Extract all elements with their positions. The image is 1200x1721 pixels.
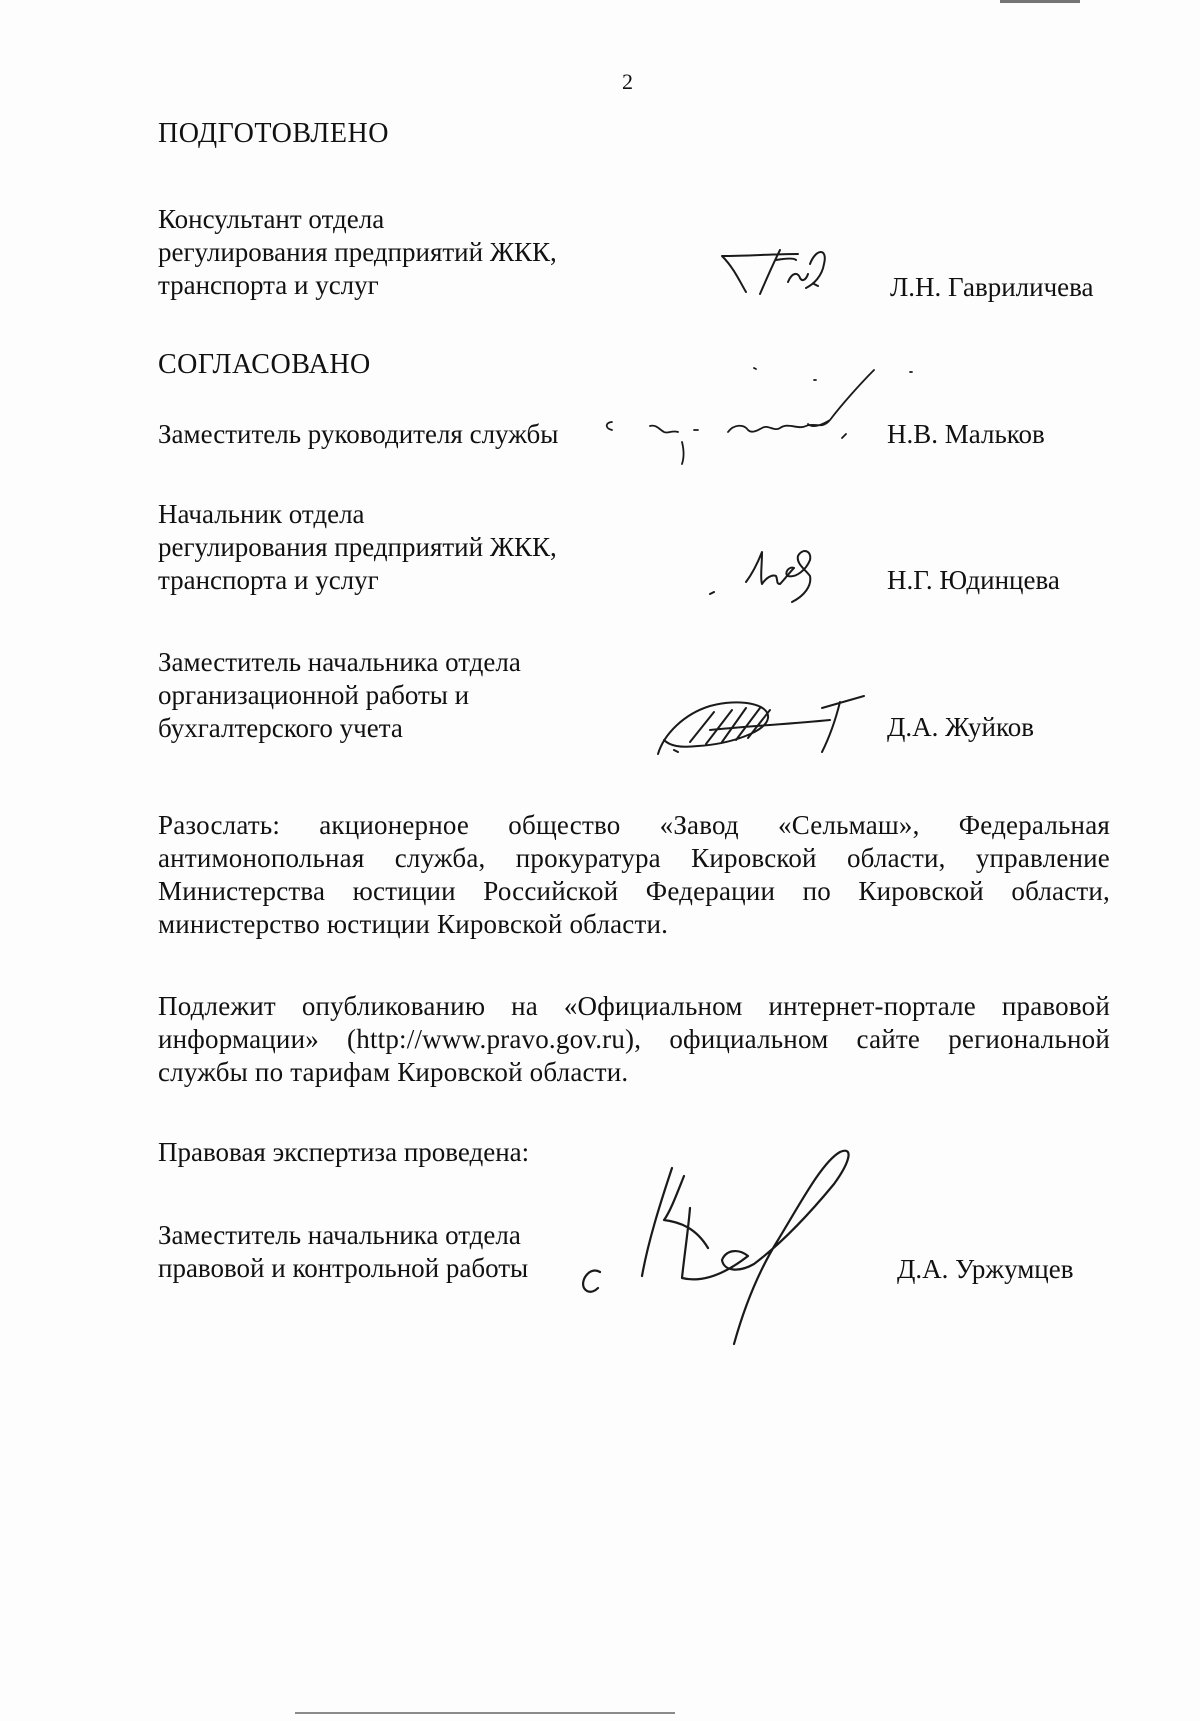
agreed-signer-2-position-line: транспорта и услуг: [158, 565, 379, 595]
prepared-position-line: транспорта и услуг: [158, 270, 379, 300]
agreed-signer-3-position: [158, 646, 521, 745]
signature-yudintseva: [706, 540, 826, 610]
agreed-signer-2-position-line: регулирования предприятий ЖКК,: [158, 532, 557, 562]
agreed-signer-2-position-line: Начальник отдела: [158, 499, 365, 529]
agreed-signer-1-position: Заместитель руководителя службы: [158, 419, 559, 449]
prepared-position: [158, 203, 557, 302]
legal-review-position-line: правовой и контрольной работы: [158, 1253, 529, 1283]
agreed-heading: СОГЛАСОВАНО: [158, 349, 371, 380]
agreed-signer-2-position: [158, 498, 557, 597]
agreed-signer-3-position-line: организационной работы и: [158, 680, 470, 710]
agreed-signer-3-position-line: бухгалтерского учета: [158, 713, 403, 743]
agreed-signer-3-position-line: Заместитель начальника отдела: [158, 647, 521, 677]
legal-review-position-line: Заместитель начальника отдела: [158, 1220, 521, 1250]
scan-mark-bottom: [295, 1712, 675, 1714]
agreed-signer-2-name: Н.Г. Юдинцева: [887, 565, 1060, 595]
legal-review-signer-name: Д.А. Уржумцев: [897, 1254, 1074, 1284]
signature-zhuikov: [650, 684, 880, 764]
legal-review-heading: Правовая экспертиза проведена:: [158, 1137, 530, 1167]
scan-mark-top: [1000, 0, 1080, 3]
prepared-position-line: Консультант отдела: [158, 204, 385, 234]
agreed-signer-3-name: Д.А. Жуйков: [887, 712, 1034, 742]
prepared-signer-name: Л.Н. Гавриличева: [890, 272, 1094, 302]
signature-urzhumtsev: [572, 1148, 892, 1353]
page-number: 2: [622, 69, 633, 94]
distribution-text: Разослать: акционерное общество «Завод «Сельмаш», Федеральная антимонопольная служба, прокуратура Кировской области, управление Министерства юстиции Российской Федерации по Кировской области, министерство юстиции Кировской области.: [158, 810, 1110, 939]
prepared-position-line: регулирования предприятий ЖКК,: [158, 237, 557, 267]
agreed-signer-1-name: Н.В. Мальков: [887, 419, 1045, 449]
signature-malkov: [598, 360, 898, 470]
publication-text: Подлежит опубликованию на «Официальном интернет-портале правовой информации» (http://www.pravo.gov.ru), официальном сайте региональной службы по тарифам Кировской области.: [158, 991, 1110, 1087]
prepared-heading: ПОДГОТОВЛЕНО: [158, 118, 389, 149]
signature-gavrilicheva: [718, 244, 833, 300]
legal-review-position: [158, 1219, 528, 1285]
